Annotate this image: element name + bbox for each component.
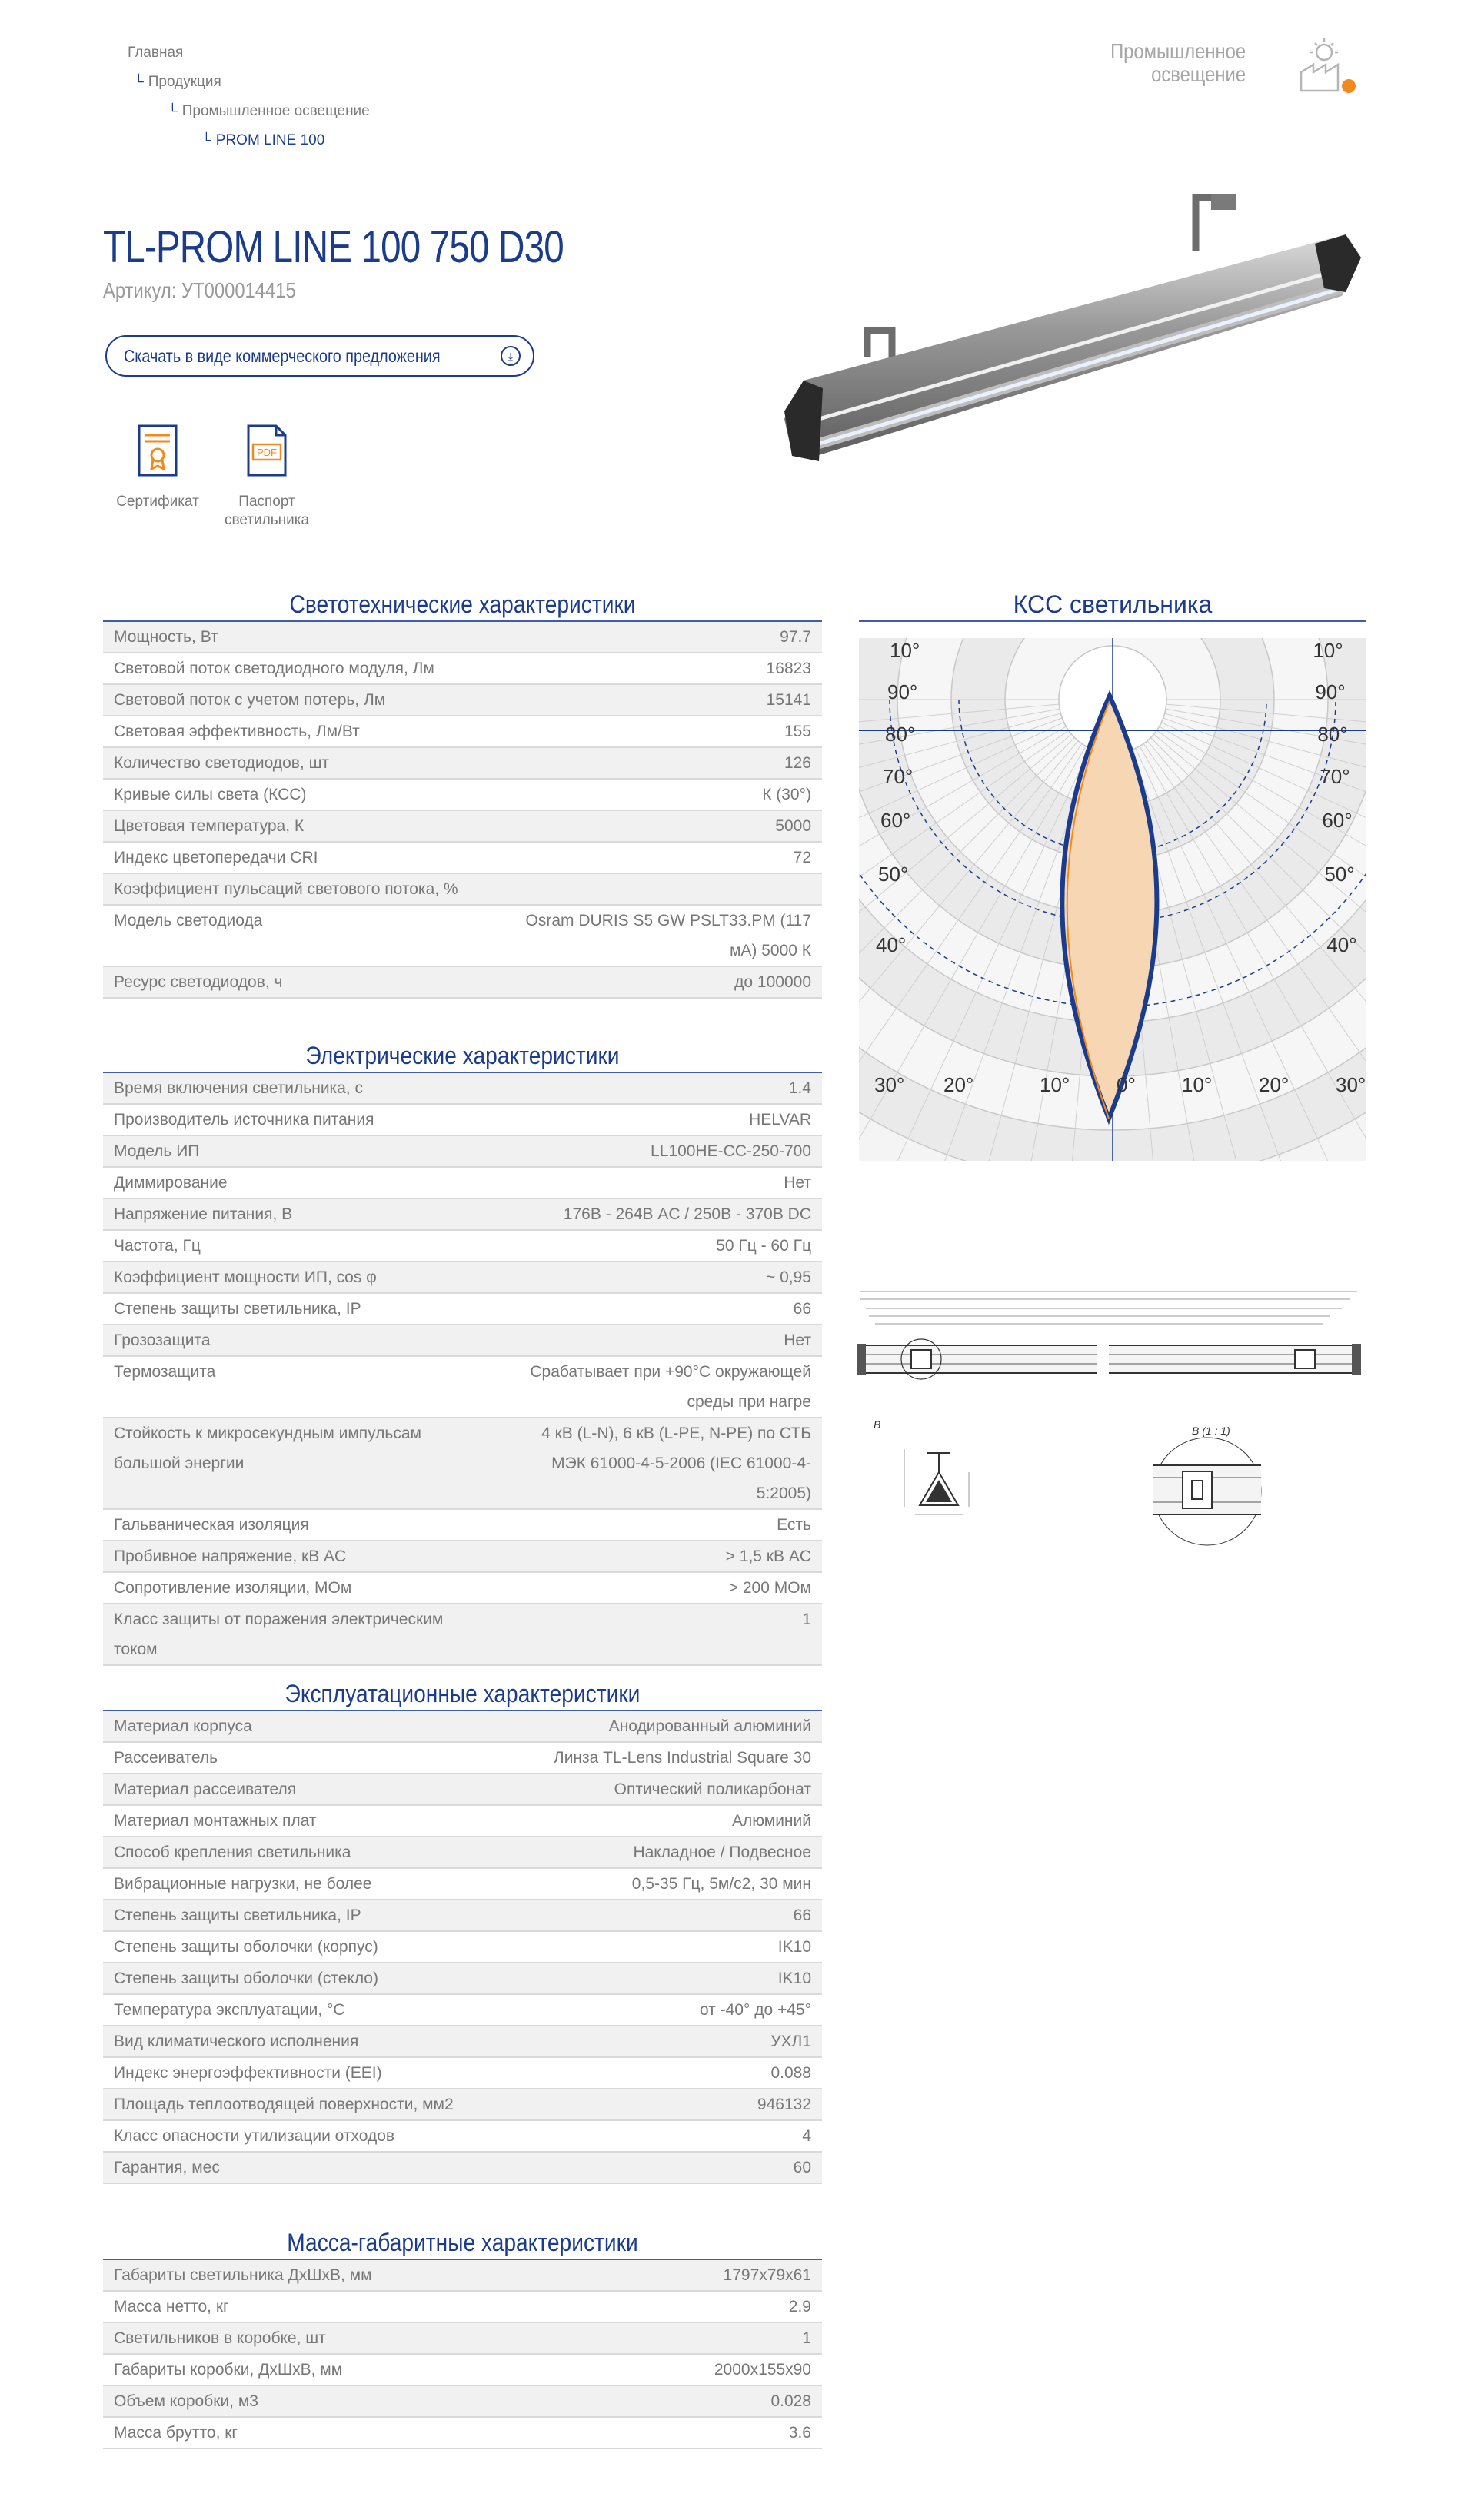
spec-label: Степень защиты оболочки (корпус): [103, 1931, 494, 1963]
spec-value: [494, 873, 822, 905]
spec-value: 4: [494, 2120, 822, 2152]
polar-label-right: 10°: [1313, 639, 1343, 662]
spec-label: Материал корпуса: [103, 1711, 494, 1742]
polar-label-bottom: 20°: [943, 1073, 974, 1096]
spec-row: [103, 1293, 822, 1325]
spec-label: Коэффициент пульсаций светового потока, %: [103, 873, 494, 905]
industrial-lighting-icon: [1298, 37, 1359, 95]
spec-value: 946132: [494, 2089, 822, 2120]
spec-row: [103, 1135, 822, 1167]
product-title: TL-PROM LINE 100 750 D30: [103, 222, 564, 272]
spec-value: Нет: [494, 1167, 822, 1198]
spec-row: [103, 1742, 822, 1774]
section-title-lighting: Светотехнические характеристики: [289, 590, 636, 618]
spec-row: [103, 2417, 822, 2449]
spec-value: 0.028: [494, 2385, 822, 2417]
polar-label-bottom: 30°: [874, 1073, 905, 1096]
spec-row: [103, 966, 822, 998]
spec-label: Гальваническая изоляция: [103, 1509, 494, 1541]
spec-value: К (30°): [494, 779, 822, 810]
passport-label: Паспорт светильника: [224, 494, 310, 528]
spec-row: [103, 1073, 822, 1104]
spec-label: Ресурс светодиодов, ч: [103, 966, 494, 998]
spec-row: [103, 1167, 822, 1198]
spec-label: Класс опасности утилизации отходов: [103, 2120, 494, 2152]
spec-value: 50 Гц - 60 Гц: [494, 1230, 822, 1262]
spec-label: Материал монтажных плат: [103, 1805, 494, 1837]
spec-row: [103, 842, 822, 873]
spec-row: [103, 1868, 822, 1900]
spec-row: [103, 905, 822, 966]
download-offer-label: Скачать в виде коммерческого предложения: [124, 345, 441, 366]
category-logo-line1: Промышленное: [1110, 39, 1246, 63]
spec-value: 155: [494, 716, 822, 747]
spec-label: Пробивное напряжение, кВ AC: [103, 1541, 494, 1572]
spec-row: [103, 684, 822, 716]
polar-label-bottom: 10°: [1182, 1073, 1213, 1096]
spec-label: Способ крепления светильника: [103, 1837, 494, 1868]
breadcrumb-industrial[interactable]: └ Промышленное освещение: [168, 103, 370, 119]
product-article: Артикул: УТ000014415: [103, 278, 296, 302]
spec-label: Индекс энергоэффективности (EEI): [103, 2057, 494, 2089]
spec-value: 2000x155x90: [494, 2354, 822, 2385]
spec-value: УХЛ1: [494, 2026, 822, 2057]
spec-row: [103, 2385, 822, 2417]
spec-label: Индекс цветопередачи CRI: [103, 842, 494, 873]
spec-value: Osram DURIS S5 GW PSLT33.PM (117 мА) 5000 К: [494, 905, 822, 966]
category-logo-line2: освещение: [1151, 62, 1246, 86]
spec-row: [103, 653, 822, 684]
spec-row: [103, 2089, 822, 2120]
spec-value: Есть: [494, 1509, 822, 1541]
spec-row: [103, 1230, 822, 1262]
polar-label-bottom: 0°: [1117, 1073, 1136, 1096]
spec-label: Температура эксплуатации, °С: [103, 1994, 494, 2026]
spec-value: Нет: [494, 1325, 822, 1356]
download-offer-button[interactable]: [105, 335, 534, 377]
spec-row: [103, 1900, 822, 1931]
spec-label: Материал рассеивателя: [103, 1774, 494, 1805]
polar-label-left: 60°: [880, 809, 911, 832]
polar-label-bottom: 20°: [1259, 1073, 1290, 1096]
spec-row: [103, 873, 822, 905]
spec-label: Вид климатического исполнения: [103, 2026, 494, 2057]
spec-value: 60: [494, 2152, 822, 2183]
spec-label: Диммирование: [103, 1167, 494, 1198]
spec-label: Цветовая температура, К: [103, 810, 494, 842]
spec-value: > 200 МОм: [494, 1572, 822, 1604]
polar-label-left: 40°: [876, 933, 907, 956]
kss-title: КСС светильника: [1013, 590, 1213, 618]
spec-value: 176В - 264В AC / 250В - 370В DC: [494, 1198, 822, 1230]
category-logo[interactable]: [1110, 40, 1246, 86]
spec-label: Коэффициент мощности ИП, cos φ: [103, 1262, 494, 1293]
pdf-icon: [244, 423, 290, 478]
spec-table-electrical: [103, 1073, 822, 1666]
spec-row: [103, 1325, 822, 1356]
spec-table-dimensions: [103, 2260, 822, 2449]
certificate-link[interactable]: [108, 423, 208, 511]
spec-row: [103, 2120, 822, 2152]
spec-label: Класс защиты от поражения электрическим током: [103, 1604, 494, 1665]
spec-value: Алюминий: [494, 1805, 822, 1837]
spec-label: Площадь теплоотводящей поверхности, мм2: [103, 2089, 494, 2120]
breadcrumb-products[interactable]: └ Продукция: [134, 74, 221, 90]
spec-value: Срабатывает при +90°C окружающей среды при нагре: [494, 1356, 822, 1418]
product-image: [777, 181, 1361, 488]
spec-value: Анодированный алюминий: [494, 1711, 822, 1742]
spec-value: 97.7: [494, 622, 822, 653]
spec-label: Модель ИП: [103, 1135, 494, 1167]
spec-row: [103, 2291, 822, 2322]
spec-value: IK10: [494, 1963, 822, 1994]
spec-value: 66: [494, 1900, 822, 1931]
spec-value: 66: [494, 1293, 822, 1325]
polar-label-right: 60°: [1322, 809, 1353, 832]
spec-row: [103, 810, 822, 842]
technical-drawing: [854, 1284, 1369, 1553]
spec-label: Мощность, Вт: [103, 622, 494, 653]
polar-label-left: 50°: [878, 863, 909, 886]
polar-label-right: 90°: [1315, 680, 1346, 703]
certificate-icon: [135, 423, 181, 478]
polar-label-right: 70°: [1320, 765, 1350, 788]
spec-label: Стойкость к микросекундным импульсам большой энергии: [103, 1418, 494, 1509]
spec-row: [103, 1931, 822, 1963]
spec-row: [103, 1418, 822, 1509]
spec-label: Кривые силы света (КСС): [103, 779, 494, 810]
spec-label: Сопротивление изоляции, МОм: [103, 1572, 494, 1604]
spec-row: [103, 716, 822, 747]
spec-label: Светильников в коробке, шт: [103, 2322, 494, 2354]
polar-label-left: 70°: [883, 765, 914, 788]
spec-value: 1: [494, 2322, 822, 2354]
spec-row: [103, 1711, 822, 1742]
spec-value: 5000: [494, 810, 822, 842]
download-icon: ⤓: [501, 346, 521, 366]
spec-row: [103, 1541, 822, 1572]
spec-value: HELVAR: [494, 1104, 822, 1135]
spec-row: [103, 1805, 822, 1837]
spec-row: [103, 1509, 822, 1541]
polar-label-right: 80°: [1317, 723, 1348, 746]
passport-link[interactable]: [217, 423, 317, 530]
spec-label: Рассеиватель: [103, 1742, 494, 1774]
drawing-detail-label: B (1 : 1): [1192, 1425, 1230, 1437]
polar-label-right: 40°: [1326, 933, 1357, 956]
spec-value: Накладное / Подвесное: [494, 1837, 822, 1868]
polar-label-right: 50°: [1324, 863, 1355, 886]
spec-row: [103, 2152, 822, 2183]
spec-row: [103, 1262, 822, 1293]
breadcrumb-current: └ PROM LINE 100: [201, 132, 325, 148]
section-title-electrical: Электрические характеристики: [305, 1042, 620, 1069]
spec-value: 0,5-35 Гц, 5м/с2, 30 мин: [494, 1868, 822, 1900]
spec-value: 4 кВ (L-N), 6 кВ (L-PE, N-PE) по СТБ МЭК 61000-4-5-2006 (IEC 61000-4-5:2005): [494, 1418, 822, 1509]
spec-label: Гарантия, мес: [103, 2152, 494, 2183]
spec-label: Термозащита: [103, 1356, 494, 1418]
spec-row: [103, 1774, 822, 1805]
spec-label: Количество светодиодов, шт: [103, 747, 494, 779]
spec-row: [103, 1994, 822, 2026]
spec-value: IK10: [494, 1931, 822, 1963]
spec-label: Масса брутто, кг: [103, 2417, 494, 2449]
spec-value: ~ 0,95: [494, 1262, 822, 1293]
kss-divider: [859, 620, 1366, 622]
spec-label: Производитель источника питания: [103, 1104, 494, 1135]
spec-row: [103, 2260, 822, 2291]
spec-label: Степень защиты светильника, IP: [103, 1900, 494, 1931]
spec-value: 2.9: [494, 2291, 822, 2322]
spec-label: Грозозащита: [103, 1325, 494, 1356]
spec-row: [103, 1104, 822, 1135]
spec-table-operational: [103, 1711, 822, 2184]
spec-label: Объем коробки, м3: [103, 2385, 494, 2417]
section-title-dimensions: Масса-габаритные характеристики: [287, 2229, 638, 2256]
spec-row: [103, 2322, 822, 2354]
spec-row: [103, 2057, 822, 2089]
spec-value: 0.088: [494, 2057, 822, 2089]
spec-row: [103, 1356, 822, 1418]
spec-table-lighting: [103, 622, 822, 999]
spec-label: Световой поток светодиодного модуля, Лм: [103, 653, 494, 684]
spec-value: Линза TL-Lens Industrial Square 30: [494, 1742, 822, 1774]
kss-polar-diagram: [859, 638, 1366, 1161]
spec-row: [103, 622, 822, 653]
spec-label: Степень защиты светильника, IP: [103, 1293, 494, 1325]
spec-value: до 100000: [494, 966, 822, 998]
spec-row: [103, 2354, 822, 2385]
spec-label: Модель светодиода: [103, 905, 494, 966]
polar-label-bottom: 10°: [1040, 1073, 1070, 1096]
spec-value: 16823: [494, 653, 822, 684]
spec-label: Световая эффективность, Лм/Вт: [103, 716, 494, 747]
spec-label: Масса нетто, кг: [103, 2291, 494, 2322]
spec-value: 15141: [494, 684, 822, 716]
spec-value: 3.6: [494, 2417, 822, 2449]
spec-value: 1: [494, 1604, 822, 1665]
spec-value: Оптический поликарбонат: [494, 1774, 822, 1805]
breadcrumb-home[interactable]: Главная: [128, 45, 184, 61]
spec-row: [103, 1604, 822, 1665]
spec-row: [103, 747, 822, 779]
spec-row: [103, 1572, 822, 1604]
spec-label: Время включения светильника, с: [103, 1073, 494, 1104]
certificate-label: Сертификат: [116, 494, 199, 510]
spec-row: [103, 2026, 822, 2057]
polar-label-left: 80°: [885, 723, 916, 746]
spec-label: Напряжение питания, В: [103, 1198, 494, 1230]
spec-label: Габариты светильника ДхШхВ, мм: [103, 2260, 494, 2291]
spec-label: Степень защиты оболочки (стекло): [103, 1963, 494, 1994]
spec-label: Частота, Гц: [103, 1230, 494, 1262]
polar-label-left: 10°: [890, 639, 920, 662]
spec-label: Габариты коробки, ДхШхВ, мм: [103, 2354, 494, 2385]
polar-label-left: 90°: [887, 680, 918, 703]
spec-value: LL100HE-CC-250-700: [494, 1135, 822, 1167]
spec-label: Вибрационные нагрузки, не более: [103, 1868, 494, 1900]
spec-value: > 1,5 кВ AC: [494, 1541, 822, 1572]
spec-value: 126: [494, 747, 822, 779]
svg-text:PDF: PDF: [257, 447, 277, 458]
spec-row: [103, 1963, 822, 1994]
drawing-view-label: B: [874, 1418, 881, 1431]
spec-value: от -40° до +45°: [494, 1994, 822, 2026]
spec-row: [103, 1198, 822, 1230]
polar-label-bottom: 30°: [1336, 1073, 1366, 1096]
spec-row: [103, 779, 822, 810]
spec-value: 1797x79x61: [494, 2260, 822, 2291]
spec-label: Световой поток с учетом потерь, Лм: [103, 684, 494, 716]
section-title-operational: Эксплуатационные характеристики: [285, 1680, 641, 1707]
spec-value: 1.4: [494, 1073, 822, 1104]
spec-value: 72: [494, 842, 822, 873]
spec-row: [103, 1837, 822, 1868]
